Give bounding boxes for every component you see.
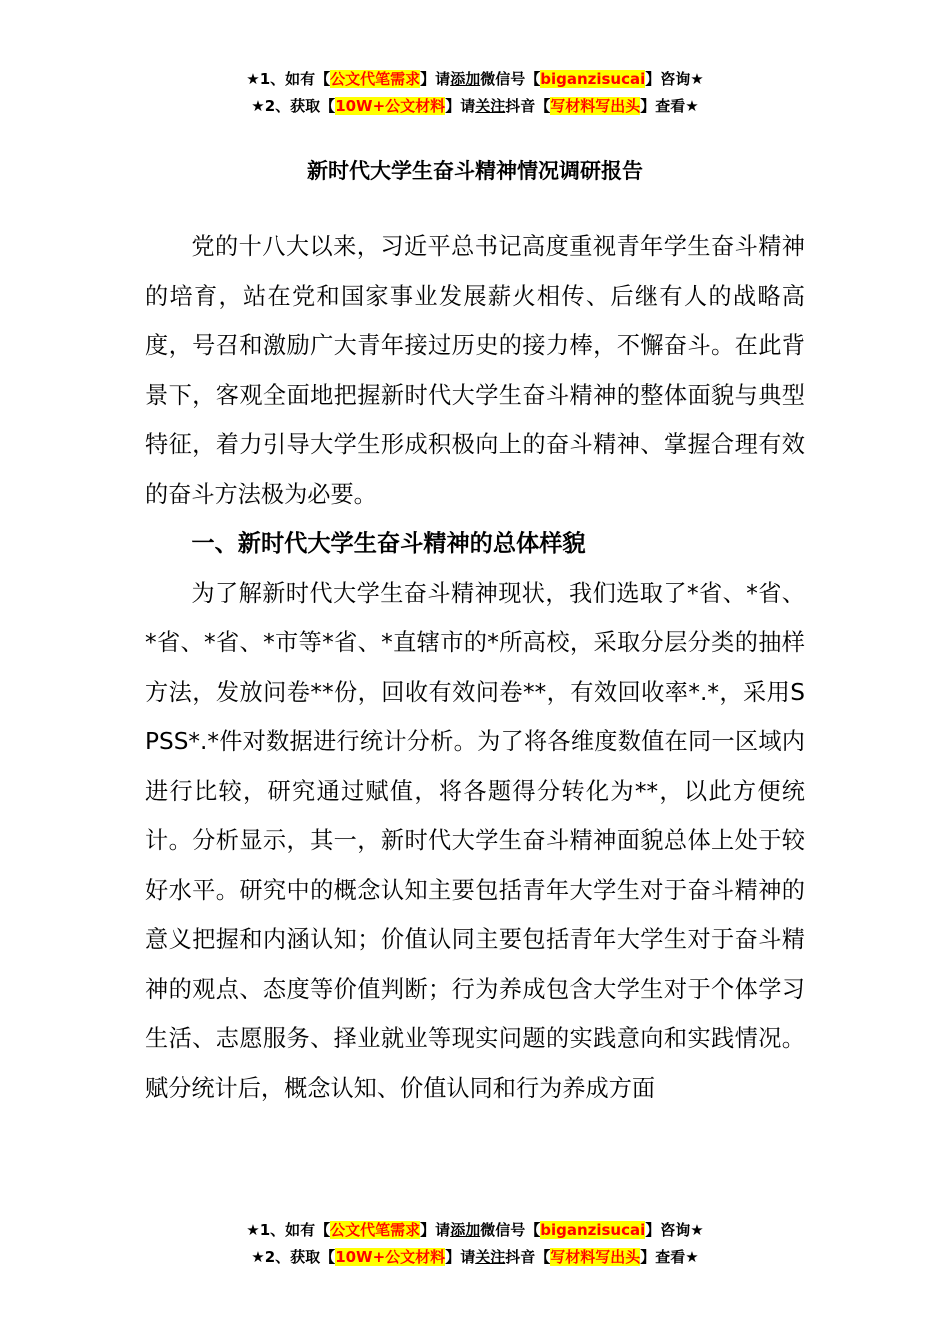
banner-line-2: [0, 1244, 950, 1271]
banner-text: 】请: [445, 97, 476, 115]
banner-text: 】查看★: [640, 1248, 699, 1266]
banner-highlight: 10W+公文材料: [335, 97, 446, 115]
footer-banner: [0, 1217, 950, 1271]
banner-underline: 关注: [475, 1248, 506, 1266]
banner-underline: 关注: [475, 97, 506, 115]
banner-line-1: [0, 1217, 950, 1244]
header-banner: [0, 66, 950, 120]
body-paragraph: 为了解新时代大学生奋斗精神现状，我们选取了*省、*省、*省、*省、*市等*省、*直辖市的*所高校，采取分层分类的抽样方法，发放问卷**份，回收有效问卷**，有效回收率*.*，采用SPSS*.*件对数据进行统计分析。为了将各维度数值在同一区域内进行比较，研究通过赋值，将各题得分转化为**，以此方便统计。分析显示，其一，新时代大学生奋斗精神面貌总体上处于较好水平。研究中的概念认知主要包括青年大学生对于奋斗精神的意义把握和内涵认知；价值认同主要包括青年大学生对于奋斗精神的观点、态度等价值判断；行为养成包含大学生对于个体学习生活、志愿服务、择业就业等现实问题的实践意向和实践情况。赋分统计后，概念认知、价值认同和行为养成方面: [145, 579, 805, 1102]
banner-line-1: [0, 66, 950, 93]
body-paragraph: 党的十八大以来，习近平总书记高度重视青年学生奋斗精神的培育，站在党和国家事业发展薪火相传、后继有人的战略高度，号召和激励广大青年接过历史的接力棒，不懈奋斗。在此背景下，客观全面地把握新时代大学生奋斗精神的整体面貌与典型特征，着力引导大学生形成积极向上的奋斗精神、掌握合理有效的奋斗方法极为必要。: [145, 233, 805, 508]
banner-text: 】请: [420, 70, 451, 88]
banner-text: 微信号【: [480, 1221, 541, 1239]
banner-text: 】请: [420, 1221, 451, 1239]
banner-highlight: 10W+公文材料: [335, 1248, 446, 1266]
document-title: 新时代大学生奋斗精神情况调研报告: [307, 159, 643, 183]
banner-text: ★2、获取【: [251, 97, 336, 115]
banner-text: 抖音【: [505, 1248, 551, 1266]
banner-text: 抖音【: [505, 97, 551, 115]
banner-text: 】咨询★: [645, 1221, 704, 1239]
banner-wechat-id: biganzisucai: [540, 1221, 646, 1239]
banner-underline: 添加: [450, 1221, 481, 1239]
banner-text: 】咨询★: [645, 70, 704, 88]
banner-text: ★2、获取【: [251, 1248, 336, 1266]
banner-text: ★1、如有【: [246, 70, 331, 88]
banner-highlight: 公文代笔需求: [330, 1221, 421, 1239]
banner-douyin-id: 写材料写出头: [550, 97, 641, 115]
banner-douyin-id: 写材料写出头: [550, 1248, 641, 1266]
banner-text: 】请: [445, 1248, 476, 1266]
section-heading: 一、新时代大学生奋斗精神的总体样貌: [191, 530, 586, 557]
banner-wechat-id: biganzisucai: [540, 70, 646, 88]
banner-highlight: 公文代笔需求: [330, 70, 421, 88]
banner-text: 微信号【: [480, 70, 541, 88]
banner-line-2: [0, 93, 950, 120]
banner-text: 】查看★: [640, 97, 699, 115]
document-body: [145, 222, 805, 1113]
banner-text: ★1、如有【: [246, 1221, 331, 1239]
banner-underline: 添加: [450, 70, 481, 88]
